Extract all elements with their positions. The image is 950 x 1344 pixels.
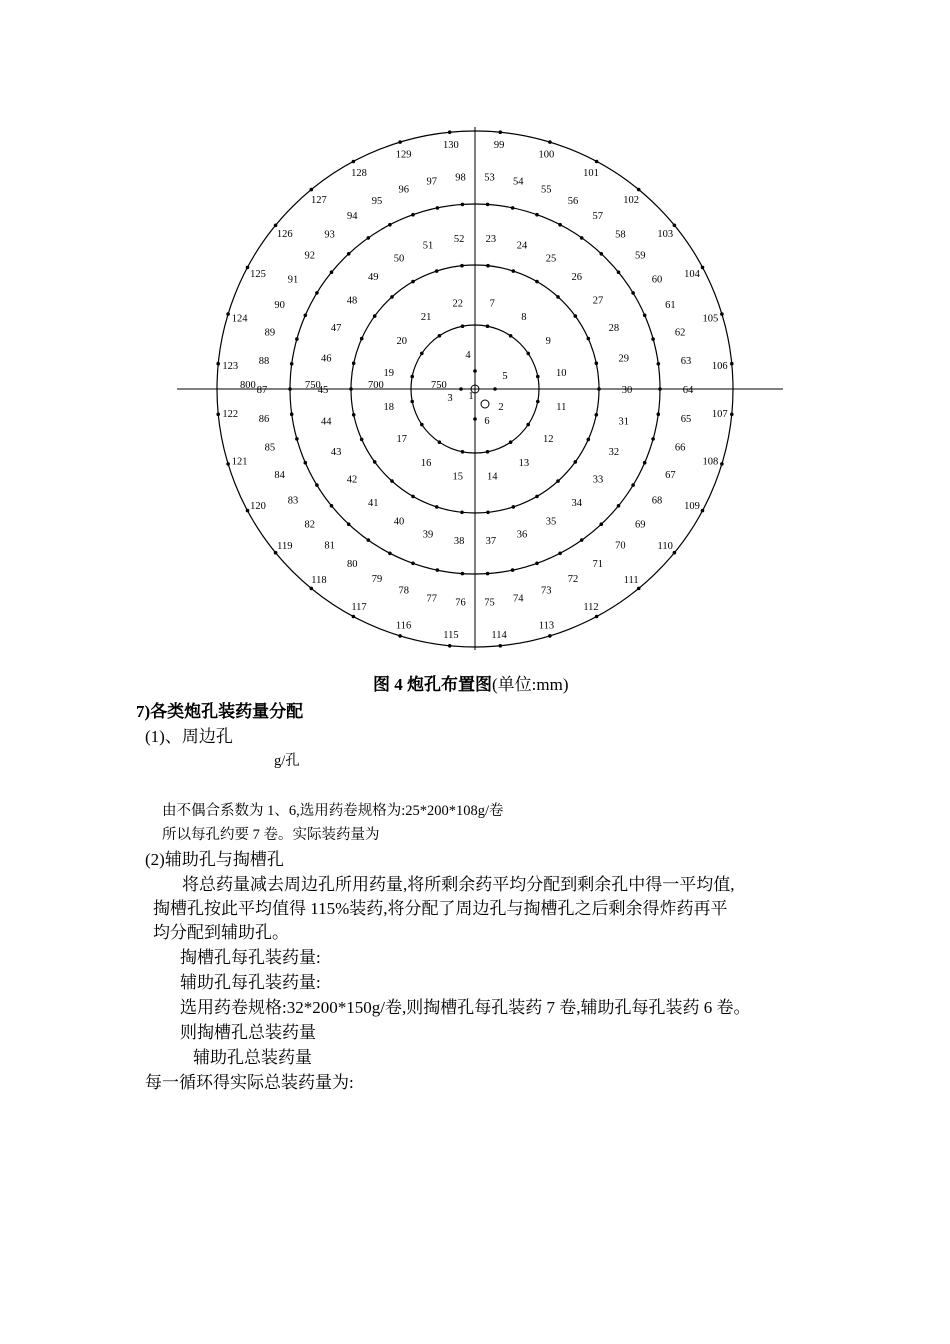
hole-number-label: 98	[455, 172, 466, 184]
hole-number-label: 129	[395, 149, 412, 161]
hole-dot	[410, 400, 414, 404]
hole-number-label: 48	[346, 295, 358, 307]
hole-dot	[631, 483, 635, 487]
hole-number-label: 79	[371, 574, 383, 586]
hole-dot	[486, 264, 490, 268]
hole-number-label: 46	[321, 353, 332, 365]
hole-dot	[486, 511, 490, 515]
hole-number-label: 41	[368, 498, 379, 509]
hole-dot	[580, 236, 584, 240]
decoupling-text: 由不偶合系数为 1、6,选用药卷规格为:25*200*108g/卷	[162, 803, 504, 819]
hole-number-label: 58	[615, 229, 626, 241]
hole-number-label: 71	[592, 559, 604, 570]
hole-dot	[461, 203, 465, 207]
hole-dot	[587, 337, 591, 341]
hole-number-label: 122	[222, 409, 239, 421]
hole-dot	[535, 562, 539, 566]
hole-number-label: 128	[351, 168, 367, 179]
hole-number-label: 34	[571, 498, 582, 509]
hole-dot	[600, 252, 604, 256]
hole-dot	[548, 634, 552, 638]
hole-dot	[461, 324, 465, 328]
aux-total-charge-label: 辅助孔总装药量	[193, 1048, 312, 1067]
hole-number-label: 94	[346, 211, 358, 222]
hole-number-label: 108	[702, 456, 719, 468]
hole-dot	[556, 295, 560, 299]
hole-dot	[511, 568, 515, 572]
hole-number-label: 105	[702, 313, 719, 325]
hole-dot	[651, 437, 655, 441]
hole-number-label: 2	[498, 402, 504, 413]
hole-number-label: 27	[592, 295, 604, 307]
hole-number-label: 44	[321, 416, 332, 428]
hole-dot	[246, 266, 250, 270]
hole-dot	[388, 223, 392, 227]
hole-dot	[535, 495, 539, 499]
hole-number-label: 47	[330, 323, 342, 335]
hole-number-label: 43	[330, 446, 342, 458]
hole-number-label: 72	[567, 574, 579, 586]
hole-dot	[410, 375, 414, 379]
hole-number-label: 123	[222, 360, 239, 372]
hole-number-label: 40	[393, 516, 405, 528]
hole-number-label: 29	[618, 353, 629, 365]
hole-dot	[493, 387, 497, 391]
hole-dot	[595, 413, 599, 417]
hole-number-label: 113	[538, 620, 555, 632]
hole-number-label: 14	[486, 471, 498, 483]
hole-number-label: 13	[518, 458, 530, 470]
hole-dot	[367, 538, 371, 542]
hole-number-label: 84	[274, 469, 285, 481]
hole-number-label: 11	[556, 402, 567, 414]
hole-dot	[435, 269, 439, 273]
hole-number-label: 37	[485, 536, 497, 548]
hole-dot	[411, 213, 415, 217]
hole-number-label: 102	[623, 194, 639, 206]
hole-dot	[411, 562, 415, 566]
figure-caption-title: 图 4 炮孔布置图	[373, 675, 492, 694]
hole-number-label: 115	[443, 629, 459, 641]
hole-dot	[512, 269, 516, 273]
hole-dot	[448, 130, 452, 134]
hole-dot	[701, 509, 705, 513]
hole-dot	[657, 362, 661, 366]
hole-dot	[420, 423, 424, 427]
hole-dot	[438, 334, 442, 338]
hole-number-label: 52	[453, 233, 465, 245]
hole-dot	[617, 504, 621, 508]
hole-number-label: 57	[592, 211, 604, 222]
hole-number-label: 85	[264, 442, 276, 454]
hole-number-label: 82	[304, 519, 316, 531]
hole-dot	[310, 188, 314, 192]
hole-dot	[398, 634, 402, 638]
hole-dot	[461, 572, 465, 576]
hole-number-label: 130	[443, 140, 459, 152]
hole-dot	[315, 483, 319, 487]
hole-dot	[535, 280, 539, 284]
hole-number-label: 39	[422, 529, 434, 541]
hole-dot	[637, 188, 641, 192]
hole-dot	[701, 266, 705, 270]
hole-number-label: 110	[657, 541, 673, 553]
hole-dot	[473, 369, 477, 373]
hole-number-label: 126	[276, 228, 293, 240]
hole-number-label: 66	[674, 442, 686, 454]
hole-dot	[658, 387, 662, 391]
hole-dot	[304, 461, 308, 465]
hole-number-label: 77	[426, 593, 437, 605]
paragraph-line: 均分配到辅助孔。	[153, 923, 289, 942]
subsection-perimeter-holes: (1)、周边孔	[145, 727, 233, 746]
hole-dot	[548, 140, 552, 144]
hole-number-label: 96	[398, 184, 409, 196]
hole-dot	[595, 361, 599, 365]
hole-number-label: 61	[665, 300, 676, 312]
section-heading: 7)各类炮孔装药量分配	[136, 702, 304, 721]
hole-dot	[436, 206, 440, 210]
hole-dot	[730, 362, 734, 366]
figure-caption	[373, 675, 569, 695]
hole-number-label: 54	[513, 176, 524, 188]
hole-dot	[388, 552, 392, 556]
hole-number-label: 111	[623, 575, 639, 587]
charge-unit: g/孔	[274, 753, 300, 769]
hole-dot	[330, 270, 334, 274]
hole-number-label: 16	[420, 458, 432, 470]
hole-dot	[216, 413, 220, 417]
hole-number-label: 97	[426, 176, 437, 188]
hole-number-label: 90	[274, 300, 285, 312]
hole-dot	[657, 412, 661, 416]
hole-number-label: 7	[489, 298, 495, 310]
hole-number-label: 6	[484, 416, 490, 427]
hole-dot	[420, 352, 424, 356]
hole-number-label: 55	[541, 184, 552, 196]
hole-number-label: 31	[618, 416, 629, 428]
hole-number-label: 50	[393, 253, 405, 265]
hole-number-label: 92	[304, 250, 316, 262]
hole-dot	[373, 314, 377, 318]
hole-dot	[226, 462, 230, 466]
hole-dot	[347, 522, 351, 526]
hole-number-label: 51	[422, 240, 434, 252]
hole-dot	[720, 462, 724, 466]
hole-number-label: 56	[567, 195, 579, 207]
hole-dot	[435, 505, 439, 509]
hole-dot	[411, 495, 415, 499]
hole-number-label: 20	[396, 336, 408, 348]
hole-dot	[304, 314, 308, 318]
hole-dot	[226, 312, 230, 316]
hole-number-label: 60	[651, 274, 663, 286]
hole-number-label: 106	[711, 360, 728, 372]
hole-number-label: 80	[346, 559, 358, 570]
hole-dot	[597, 387, 601, 391]
hole-dot	[349, 387, 353, 391]
hole-number-label: 116	[395, 620, 412, 632]
subsection-aux-cut-holes: (2)辅助孔与掏槽孔	[145, 850, 284, 869]
hole-number-label: 117	[351, 602, 367, 613]
hole-number-label: 53	[484, 172, 495, 184]
hole-number-label: 107	[711, 409, 728, 421]
hole-dot	[587, 438, 591, 442]
hole-number-label: 103	[657, 228, 674, 240]
hole-dot	[288, 387, 292, 391]
hole-number-label: 25	[545, 253, 557, 265]
hole-dot	[330, 504, 334, 508]
hole-number-label: 76	[455, 597, 466, 609]
hole-number-label: 10	[556, 367, 567, 379]
hole-dot	[637, 587, 641, 591]
cycle-total-charge-label: 每一循环得实际总装药量为:	[145, 1073, 354, 1092]
hole-number-label: 23	[485, 233, 497, 245]
hole-dot	[473, 417, 477, 421]
cut-total-charge-label: 则掏槽孔总装药量	[180, 1023, 316, 1042]
hole-number-label: 26	[571, 272, 582, 283]
hole-dot	[461, 450, 465, 454]
hole-dot	[509, 440, 513, 444]
hole-dot	[526, 352, 530, 356]
hole-number-label: 30	[621, 385, 633, 396]
hole-dot	[411, 280, 415, 284]
hole-number-label: 100	[538, 149, 555, 161]
hole-number-label: 12	[542, 433, 554, 445]
hole-number-label: 86	[258, 414, 270, 425]
hole-dot	[499, 644, 503, 648]
hole-number-label: 59	[634, 250, 646, 262]
hole-dot	[526, 423, 530, 427]
blast-hole-layout-diagram	[0, 0, 950, 670]
hole-dot	[460, 511, 464, 515]
hole-dot	[486, 203, 490, 207]
hole-dot	[673, 551, 677, 555]
hole-number-label: 18	[383, 402, 394, 414]
hole-number-label: 17	[396, 433, 408, 445]
dimension-label: 700	[368, 380, 384, 391]
hole-number-label: 63	[680, 356, 692, 367]
hole-number-label: 67	[665, 469, 676, 481]
hole-number-label: 109	[684, 501, 700, 512]
hole-number-label: 87	[256, 385, 268, 396]
hole-dot	[600, 522, 604, 526]
hole-number-label: 118	[311, 575, 327, 587]
hole-dot	[216, 362, 220, 366]
hole-number-label: 69	[634, 519, 646, 531]
hole-dot	[720, 312, 724, 316]
hole-dot	[643, 461, 647, 465]
hole-dot	[448, 644, 452, 648]
hole-number-label: 120	[250, 501, 266, 512]
hole-dot	[535, 213, 539, 217]
hole-number-label: 74	[513, 593, 524, 605]
hole-number-label: 42	[346, 474, 358, 486]
hole-number-label: 127	[311, 194, 327, 206]
hole-number-label: 101	[583, 168, 599, 179]
hole-dot	[290, 362, 294, 366]
hole-number-label: 104	[684, 269, 700, 280]
hole-dot	[617, 270, 621, 274]
hole-dot	[460, 264, 464, 268]
paragraph-line: 掏槽孔按此平均值得 115%装药,将分配了周边孔与掏槽孔之后剩余得炸药再平	[153, 899, 728, 918]
hole-dot	[436, 568, 440, 572]
hole-number-label: 9	[545, 336, 551, 348]
hole-number-label: 1	[468, 391, 474, 402]
hole-number-label: 114	[491, 629, 507, 641]
hole-number-label: 88	[258, 356, 270, 367]
hole-dot	[574, 314, 578, 318]
hole-dot	[643, 314, 647, 318]
hole-number-label: 112	[583, 602, 599, 613]
hole-dot	[595, 615, 599, 619]
hole-number-label: 49	[368, 272, 379, 283]
hole-dot	[373, 460, 377, 464]
hole-number-label: 62	[674, 327, 686, 339]
hole-dot	[310, 587, 314, 591]
hole-number-label: 125	[250, 269, 266, 280]
hole-number-label: 65	[680, 414, 692, 425]
hole-dot	[367, 236, 371, 240]
hole-dot	[347, 252, 351, 256]
hole-number-label: 4	[465, 350, 471, 361]
hole-number-label: 73	[541, 585, 552, 597]
hole-dot	[438, 440, 442, 444]
hole-number-label: 21	[420, 311, 432, 323]
hole-number-label: 81	[324, 540, 335, 552]
hole-dot	[511, 206, 515, 210]
hole-number-label: 83	[287, 495, 299, 507]
hole-dot	[352, 361, 356, 365]
hole-dot	[486, 450, 490, 454]
hole-dot	[390, 295, 394, 299]
hole-dot	[290, 412, 294, 416]
hole-dot	[398, 140, 402, 144]
hole-number-label: 24	[516, 240, 528, 252]
roll-count-text: 所以每孔约要 7 卷。实际装药量为	[162, 827, 380, 843]
hole-dot	[352, 413, 356, 417]
hole-number-label: 28	[608, 323, 620, 335]
hole-number-label: 35	[545, 516, 557, 528]
hole-dot	[509, 334, 513, 338]
hole-number-label: 68	[651, 495, 663, 507]
hole-dot	[536, 375, 540, 379]
hole-dot	[352, 160, 356, 164]
hole-dot	[558, 552, 562, 556]
hole-number-label: 89	[264, 327, 276, 339]
hole-number-label: 19	[383, 367, 394, 379]
dimension-label: 750	[431, 380, 447, 391]
hole-number-label: 91	[287, 274, 299, 286]
cartridge-spec-text: 选用药卷规格:32*200*150g/卷,则掏槽孔每孔装药 7 卷,辅助孔每孔装药 6 卷。	[180, 998, 751, 1017]
hole-number-label: 121	[231, 456, 248, 468]
hole-number-label: 5	[502, 371, 508, 382]
cut-hole-charge-label: 掏槽孔每孔装药量:	[180, 948, 321, 967]
hole-dot	[390, 479, 394, 483]
hole-number-label: 64	[682, 385, 694, 396]
hole-dot	[558, 223, 562, 227]
hole-dot	[486, 324, 490, 328]
center-empty-hole	[481, 400, 489, 408]
hole-dot	[352, 615, 356, 619]
hole-number-label: 75	[484, 597, 495, 609]
hole-number-label: 15	[452, 471, 464, 483]
hole-dot	[574, 460, 578, 464]
hole-dot	[536, 400, 540, 404]
hole-dot	[730, 413, 734, 417]
hole-number-label: 33	[592, 474, 604, 486]
hole-dot	[512, 505, 516, 509]
dimension-label: 750	[305, 380, 321, 391]
hole-dot	[246, 509, 250, 513]
hole-dot	[315, 291, 319, 295]
hole-number-label: 70	[615, 540, 626, 552]
hole-dot	[499, 130, 503, 134]
hole-dot	[631, 291, 635, 295]
hole-number-label: 78	[398, 585, 409, 597]
hole-dot	[274, 224, 278, 228]
hole-number-label: 36	[516, 529, 528, 541]
hole-dot	[556, 479, 560, 483]
hole-dot	[580, 538, 584, 542]
hole-dot	[595, 160, 599, 164]
hole-dot	[651, 337, 655, 341]
hole-number-label: 119	[277, 541, 293, 553]
hole-dot	[360, 337, 364, 341]
hole-number-label: 8	[521, 311, 527, 323]
hole-dot	[295, 337, 299, 341]
hole-dot	[486, 572, 490, 576]
hole-number-label: 99	[493, 140, 505, 152]
hole-number-label: 3	[447, 393, 453, 404]
hole-dot	[459, 387, 463, 391]
figure-caption-unit: (单位:mm)	[492, 675, 569, 694]
hole-number-label: 45	[317, 385, 329, 396]
hole-dot	[673, 224, 677, 228]
hole-number-label: 38	[453, 536, 465, 548]
hole-number-label: 32	[608, 446, 620, 458]
hole-dot	[360, 438, 364, 442]
paragraph-line: 将总药量减去周边孔所用药量,将所剩余药平均分配到剩余孔中得一平均值,	[182, 875, 735, 894]
dimension-label: 800	[240, 380, 256, 391]
hole-number-label: 124	[231, 313, 248, 325]
hole-number-label: 95	[371, 195, 383, 207]
hole-number-label: 22	[452, 298, 464, 310]
hole-dot	[295, 437, 299, 441]
hole-number-label: 93	[324, 229, 335, 241]
aux-hole-charge-label: 辅助孔每孔装药量:	[180, 973, 321, 992]
